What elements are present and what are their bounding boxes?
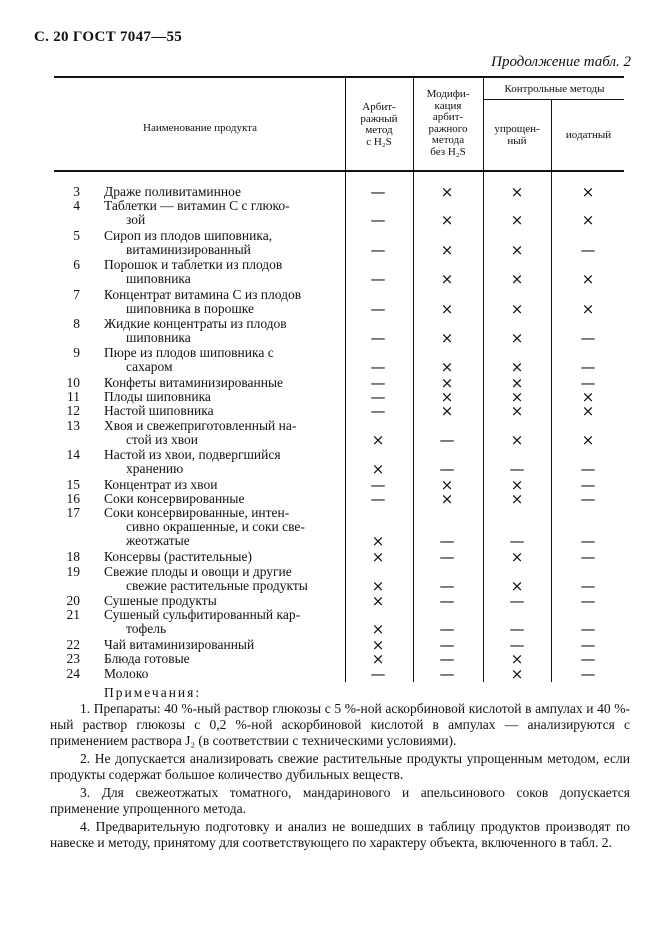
mark-iodate: — — [580, 329, 596, 347]
product-name-line: Соки консервированные, интен- — [104, 505, 290, 520]
mark-arbitration: — — [370, 329, 386, 347]
mark-modified: × — [440, 402, 454, 420]
product-name-line: стой из хвои — [126, 432, 199, 447]
table-header-rule — [54, 170, 624, 172]
product-name — [104, 550, 344, 564]
product-name — [104, 492, 344, 506]
mark-iodate: × — [581, 402, 595, 420]
note-item: 3. Для свежеотжатых томатного, мандаринового и апельсинового соков допускается применение упрощенного метода. — [50, 785, 630, 816]
column-header-modified-method: Модифи- кация арбит- ражного метода без H₂S — [426, 88, 470, 158]
mark-arbitration: — — [370, 241, 386, 259]
mark-arbitration: — — [370, 490, 386, 508]
mark-simplified: — — [509, 532, 525, 550]
row-number: 16 — [66, 491, 80, 506]
product-name-line: витаминизированный — [126, 242, 251, 257]
product-name — [104, 229, 344, 257]
product-name-line: Молоко — [104, 666, 149, 681]
mark-arbitration: — — [370, 300, 386, 318]
product-name — [104, 448, 344, 476]
product-name-line: шиповника — [126, 330, 191, 345]
mark-modified: — — [439, 665, 455, 683]
mark-iodate: — — [580, 592, 596, 610]
mark-simplified: × — [510, 241, 524, 259]
mark-arbitration: — — [370, 665, 386, 683]
product-name-line: сивно окрашенные, и соки све- — [126, 519, 305, 534]
mark-arbitration: — — [370, 402, 386, 420]
mark-simplified: × — [510, 577, 524, 595]
mark-modified: — — [439, 636, 455, 654]
mark-iodate: — — [580, 476, 596, 494]
row-number: 7 — [73, 287, 80, 302]
product-name-line: Концентрат витамина С из плодов — [104, 287, 302, 302]
product-name-line: Настой шиповника — [104, 403, 214, 418]
row-number: 6 — [73, 257, 80, 272]
mark-iodate: × — [581, 388, 595, 406]
mark-arbitration: × — [371, 577, 385, 595]
mark-modified: × — [440, 358, 454, 376]
mark-iodate: × — [581, 270, 595, 288]
product-name-line: Порошок и таблетки из плодов — [104, 257, 283, 272]
mark-modified: × — [440, 300, 454, 318]
mark-iodate: × — [581, 300, 595, 318]
mark-arbitration: × — [371, 592, 385, 610]
product-name — [104, 199, 344, 227]
product-name — [104, 317, 344, 345]
product-name-line: Концентрат из хвои — [104, 477, 218, 492]
product-name-line: тофель — [126, 621, 167, 636]
mark-arbitration: × — [371, 460, 385, 478]
row-number: 22 — [66, 637, 80, 652]
product-name-line: Хвоя и свежеприготовленный на- — [104, 418, 297, 433]
mark-simplified: × — [510, 650, 524, 668]
product-name-line: шиповника — [126, 271, 191, 286]
mark-simplified: × — [510, 548, 524, 566]
product-name-line: Сушеный сульфитированный кар- — [104, 607, 301, 622]
column-divider — [483, 77, 484, 682]
row-number: 19 — [66, 564, 80, 579]
control-methods-rule — [483, 99, 624, 100]
product-name-line: Пюре из плодов шиповника с — [104, 345, 274, 360]
mark-iodate: — — [580, 548, 596, 566]
mark-simplified: — — [509, 620, 525, 638]
notes — [50, 701, 630, 851]
column-divider — [551, 100, 552, 682]
product-name-line: Блюда готовые — [104, 651, 190, 666]
mark-iodate: — — [580, 460, 596, 478]
row-number: 14 — [66, 447, 80, 462]
product-name-line: Конфеты витаминизированные — [104, 375, 284, 390]
mark-simplified: × — [510, 374, 524, 392]
product-name-line: Драже поливитаминное — [104, 184, 242, 199]
product-name-line: хранению — [126, 461, 184, 476]
mark-iodate: — — [580, 490, 596, 508]
mark-simplified: × — [510, 211, 524, 229]
mark-modified: × — [440, 241, 454, 259]
product-name — [104, 185, 344, 199]
mark-arbitration: × — [371, 548, 385, 566]
product-name — [104, 478, 344, 492]
product-name — [104, 404, 344, 418]
product-name-line: Чай витаминизированный — [104, 637, 255, 652]
mark-iodate: — — [580, 665, 596, 683]
mark-modified: — — [439, 592, 455, 610]
mark-modified: × — [440, 476, 454, 494]
column-header-product-name: Наименование продукта — [143, 122, 257, 134]
note-item: 4. Предварительную подготовку и анализ не вошедших в таблицу продуктов производят по навеске и методу, принятому для соответствующего по характеру объекта, включенного в табл. 2. — [50, 819, 630, 850]
row-number: 21 — [66, 607, 80, 622]
mark-modified: — — [439, 431, 455, 449]
note-item: 1. Препараты: 40 %-ный раствор глюкозы с 5 %-ной аскорбиновой кислотой в ампулах и 40 %-ный раствор глюкозы с 0,2 %-ной аскорбиновой кислотой в ампулах — анализируются с применением раствора J₂ (в соответствии с техническими условиями). — [50, 701, 630, 748]
mark-modified: × — [440, 388, 454, 406]
column-header-simplified: упрощен- ный — [494, 123, 540, 147]
mark-simplified: — — [509, 592, 525, 610]
mark-modified: — — [439, 532, 455, 550]
mark-arbitration: × — [371, 431, 385, 449]
mark-iodate: — — [580, 532, 596, 550]
product-name-line: Сушеные продукты — [104, 593, 217, 608]
mark-arbitration: — — [370, 358, 386, 376]
mark-simplified: × — [510, 490, 524, 508]
mark-iodate: × — [581, 211, 595, 229]
product-name — [104, 608, 344, 636]
row-number: 10 — [66, 375, 80, 390]
mark-simplified: × — [510, 431, 524, 449]
product-name — [104, 288, 344, 316]
mark-modified: × — [440, 183, 454, 201]
mark-modified: × — [440, 374, 454, 392]
column-header-control-methods: Контрольные методы — [504, 83, 605, 95]
mark-arbitration: — — [370, 183, 386, 201]
product-name — [104, 506, 344, 548]
mark-modified: — — [439, 548, 455, 566]
mark-modified: × — [440, 329, 454, 347]
mark-modified: — — [439, 577, 455, 595]
mark-simplified: × — [510, 329, 524, 347]
mark-arbitration: × — [371, 620, 385, 638]
mark-iodate: — — [580, 650, 596, 668]
row-number: 8 — [73, 316, 80, 331]
row-number: 15 — [66, 477, 80, 492]
table-top-rule — [54, 76, 624, 78]
mark-simplified: × — [510, 665, 524, 683]
notes-title: Примечания: — [104, 685, 202, 700]
column-header-iodate: иодатный — [565, 129, 612, 141]
product-name — [104, 638, 344, 652]
row-number: 23 — [66, 651, 80, 666]
product-name-line: Жидкие концентраты из плодов — [104, 316, 287, 331]
product-name-line: шиповника в порошке — [126, 301, 254, 316]
product-name — [104, 594, 344, 608]
row-number: 5 — [73, 228, 80, 243]
product-name-line: свежие растительные продукты — [126, 578, 308, 593]
product-name-line: жеотжатые — [126, 533, 190, 548]
column-divider — [345, 77, 346, 682]
mark-arbitration: × — [371, 650, 385, 668]
product-name — [104, 390, 344, 404]
mark-iodate: — — [580, 358, 596, 376]
row-number: 18 — [66, 549, 80, 564]
row-number: 11 — [67, 389, 80, 404]
table-continuation-caption: Продолжение табл. 2 — [491, 54, 631, 70]
row-number: 13 — [66, 418, 80, 433]
mark-arbitration: — — [370, 211, 386, 229]
mark-modified: — — [439, 620, 455, 638]
product-name — [104, 258, 344, 286]
row-number: 17 — [66, 505, 80, 520]
mark-iodate: — — [580, 577, 596, 595]
mark-arbitration: × — [371, 532, 385, 550]
mark-simplified: — — [509, 460, 525, 478]
product-name-line: Сироп из плодов шиповника, — [104, 228, 273, 243]
mark-simplified: — — [509, 636, 525, 654]
mark-simplified: × — [510, 402, 524, 420]
product-name — [104, 565, 344, 593]
product-name — [104, 652, 344, 666]
product-name — [104, 667, 344, 681]
mark-iodate: — — [580, 374, 596, 392]
page-header: С. 20 ГОСТ 7047—55 — [34, 29, 183, 45]
product-name-line: Таблетки — витамин С с глюко- — [104, 198, 290, 213]
product-name-line: Настой из хвои, подвергшийся — [104, 447, 281, 462]
mark-iodate: — — [580, 241, 596, 259]
product-name-line: зой — [126, 212, 146, 227]
mark-simplified: × — [510, 476, 524, 494]
column-divider — [413, 77, 414, 682]
mark-arbitration: — — [370, 374, 386, 392]
mark-simplified: × — [510, 358, 524, 376]
product-name-line: Плоды шиповника — [104, 389, 211, 404]
mark-modified: × — [440, 270, 454, 288]
mark-iodate: — — [580, 636, 596, 654]
row-number: 24 — [66, 666, 80, 681]
mark-simplified: × — [510, 300, 524, 318]
product-name — [104, 346, 344, 374]
product-name-line: Консервы (растительные) — [104, 549, 252, 564]
product-name-line: Соки консервированные — [104, 491, 245, 506]
mark-simplified: × — [510, 388, 524, 406]
row-number: 12 — [66, 403, 80, 418]
mark-modified: — — [439, 460, 455, 478]
product-name — [104, 376, 344, 390]
mark-arbitration: — — [370, 388, 386, 406]
mark-arbitration: × — [371, 636, 385, 654]
mark-iodate: × — [581, 183, 595, 201]
mark-simplified: × — [510, 183, 524, 201]
mark-arbitration: — — [370, 476, 386, 494]
mark-modified: — — [439, 650, 455, 668]
mark-iodate: × — [581, 431, 595, 449]
column-header-arbitration-method: Арбит- ражный метод с H₂S — [360, 101, 398, 148]
note-item: 2. Не допускается анализировать свежие растительные продукты упрощенным методом, если продукты содержат большое количество дубильных веществ. — [50, 751, 630, 782]
mark-arbitration: — — [370, 270, 386, 288]
mark-simplified: × — [510, 270, 524, 288]
mark-modified: × — [440, 490, 454, 508]
row-number: 9 — [73, 345, 80, 360]
row-number: 20 — [66, 593, 80, 608]
row-number: 3 — [73, 184, 80, 199]
product-name-line: Свежие плоды и овощи и другие — [104, 564, 292, 579]
product-name — [104, 419, 344, 447]
row-number: 4 — [73, 198, 80, 213]
mark-modified: × — [440, 211, 454, 229]
mark-iodate: — — [580, 620, 596, 638]
product-name-line: сахаром — [126, 359, 173, 374]
